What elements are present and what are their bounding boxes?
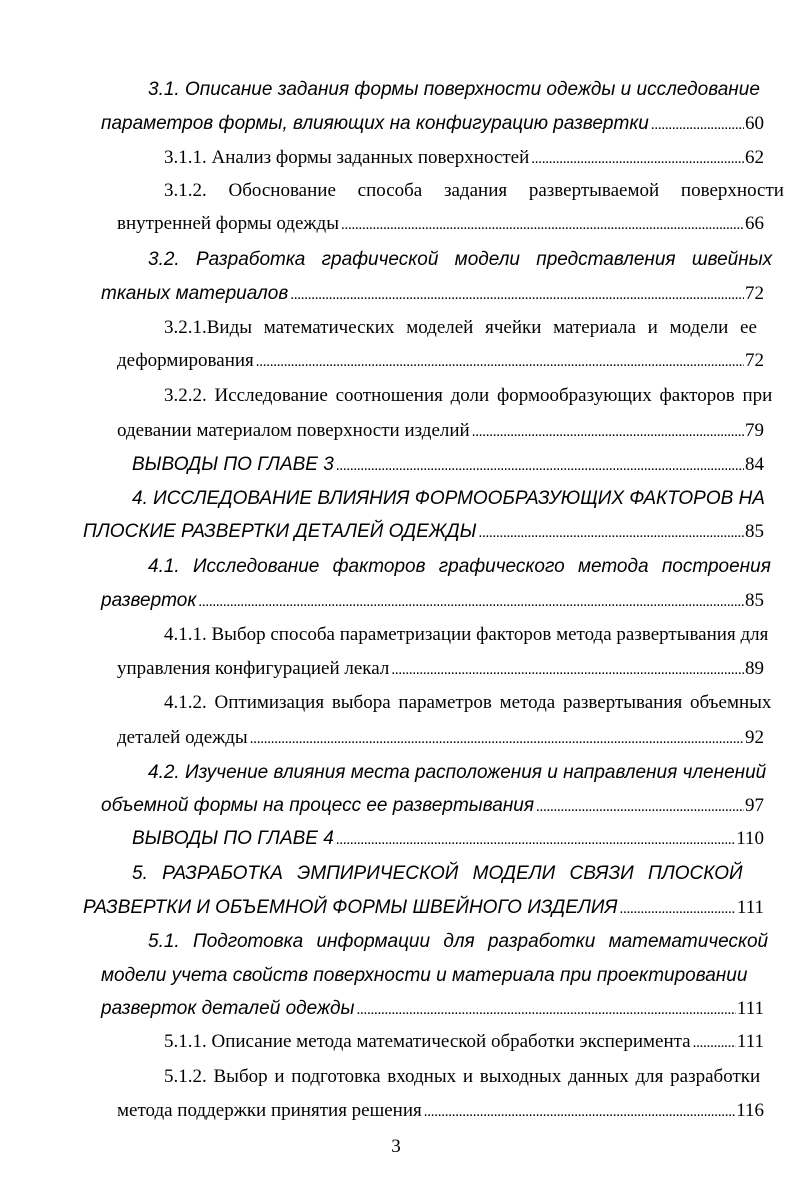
toc-text: 4.2. Изучение влияния места расположения и направления членений [148,762,767,783]
toc-entry-4-1-1-line2 [117,659,764,678]
toc-text: ВЫВОДЫ ПО ГЛАВЕ 3 [132,454,334,475]
leader-dots [256,355,744,370]
toc-text: 4.1.2. Оптимизация выбора параметров метода развертывания объемных [164,692,772,713]
toc-text: 4.1.1. Выбор способа параметризации факторов метода развертывания для [164,624,769,645]
toc-entry-3-1-line1 [148,80,764,99]
toc-entry-4-1-2-line2 [117,728,764,747]
toc-text: параметров формы, влияющих на конфигурацию развертки [101,113,649,134]
toc-entry-4-1-line2 [101,591,764,610]
leader-dots [536,800,744,815]
toc-text: 4. ИССЛЕДОВАНИЕ ВЛИЯНИЯ ФОРМООБРАЗУЮЩИХ ФАКТОРОВ НА [132,488,765,509]
toc-entry-4-2-line2 [101,796,764,815]
toc-entry-4-1-1-line1 [164,624,769,645]
leader-dots [391,663,744,678]
leader-dots [478,526,744,541]
toc-text: метода поддержки принятия решения [117,1100,422,1121]
toc-text: одевании материалом поверхности изделий [117,420,470,441]
toc-entry-5-line1 [132,864,764,883]
toc-text: 3.1. Описание задания формы поверхности одежды и исследование [148,79,760,100]
toc-text: управления конфигурацией лекал [117,658,390,679]
page-number: 3 [391,1136,401,1157]
toc-entry-4-line1 [132,489,764,508]
toc-text: ПЛОСКИЕ РАЗВЕРТКИ ДЕТАЛЕЙ ОДЕЖДЫ [83,521,477,542]
toc-entry-3-1-2-line1 [164,180,784,201]
toc-text: разверток [101,590,197,611]
toc-text: 5.1.2. Выбор и подготовка входных и выходных данных для разработки [164,1066,761,1087]
toc-entry-4-2-line1 [148,762,767,783]
toc-entry-3-2-2-line1 [164,385,773,406]
toc-text: внутренней формы одежды [117,213,339,234]
toc-text: разверток деталей одежды [101,998,355,1019]
leader-dots [357,1003,736,1018]
toc-entry-3-1-1 [164,148,764,167]
toc-text: 3.1.1. Анализ формы заданных поверхностей [164,147,530,168]
toc-entry-4-line2 [83,522,764,541]
toc-text: деталей одежды [117,727,248,748]
toc-entry-5-1-2-line1 [164,1067,764,1086]
toc-entry-4-1-2-line1 [164,692,772,713]
leader-dots [290,288,744,303]
toc-page: 116 [736,1100,764,1121]
toc-text: 3.2.2. Исследование соотношения доли формообразующих факторов при [164,385,773,406]
toc-entry-conclusions-3 [132,455,764,474]
toc-entry-5-1-1 [164,1032,764,1051]
toc-text: ВЫВОДЫ ПО ГЛАВЕ 4 [132,828,334,849]
leader-dots [424,1105,735,1120]
leader-dots [250,732,744,747]
toc-text: 5.1. Подготовка информации для разработки математической [148,931,769,952]
toc-text: деформирования [117,350,254,371]
toc-text: 3.2.1.Виды математических моделей ячейки материала и модели ее [164,317,757,338]
toc-page: 111 [736,998,764,1019]
toc-page: 85 [745,521,764,542]
leader-dots [341,218,744,233]
leader-dots [336,459,744,474]
toc-page: 66 [745,213,764,234]
toc-text: РАЗВЕРТКИ И ОБЪЕМНОЙ ФОРМЫ ШВЕЙНОГО ИЗДЕЛИЯ [83,897,618,918]
leader-dots [651,118,744,133]
toc-page: 89 [745,658,764,679]
leader-dots [198,595,744,610]
leader-dots [531,152,744,167]
toc-text: 3.1.2. Обоснование способа задания развертываемой поверхности [164,180,784,201]
leader-dots [619,902,735,917]
toc-entry-4-1-line1 [148,556,771,577]
leader-dots [693,1036,736,1051]
toc-text: модели учета свойств поверхности и материала при проектировании [101,965,748,986]
toc-text: 5.1.1. Описание метода математической обработки эксперимента [164,1031,691,1052]
toc-entry-3-1-line2 [101,114,764,133]
leader-dots [472,425,744,440]
toc-page: 60 [745,113,764,134]
toc-page: 72 [745,350,764,371]
leader-dots [336,833,735,848]
toc-entry-3-1-2-line2 [117,214,764,233]
toc-text: 4.1. Исследование факторов графического метода построения [148,556,771,577]
toc-entry-3-2-2-line2 [117,421,764,440]
toc-entry-5-1-line3 [101,999,764,1018]
toc-page: 110 [736,828,764,849]
toc-page: 79 [745,420,764,441]
toc-text: 3.2. Разработка графической модели представления швейных [148,249,773,270]
toc-entry-5-1-line1 [148,931,769,952]
toc-entry-conclusions-4 [132,829,764,848]
toc-page: 111 [736,1031,764,1052]
toc-page: 111 [736,897,764,918]
toc-entry-3-2-line1 [148,249,773,270]
toc-page: 97 [745,795,764,816]
toc-page: 85 [745,590,764,611]
toc-page: 84 [745,454,764,475]
toc-entry-5-1-line2 [101,966,764,985]
toc-entry-5-line2 [83,898,764,917]
toc-text: объемной формы на процесс ее развертывания [101,795,534,816]
toc-entry-3-2-1-line1 [164,318,764,337]
toc-entry-5-1-2-line2 [117,1101,764,1120]
toc-page: 72 [745,283,764,304]
toc-text: 5. РАЗРАБОТКА ЭМПИРИЧЕСКОЙ МОДЕЛИ СВЯЗИ ПЛОСКОЙ [132,863,743,884]
toc-page: 92 [745,727,764,748]
toc-text: тканых материалов [101,283,289,304]
toc-page: 62 [745,147,764,168]
toc-entry-3-2-1-line2 [117,351,764,370]
toc-entry-3-2-line2 [101,284,764,303]
